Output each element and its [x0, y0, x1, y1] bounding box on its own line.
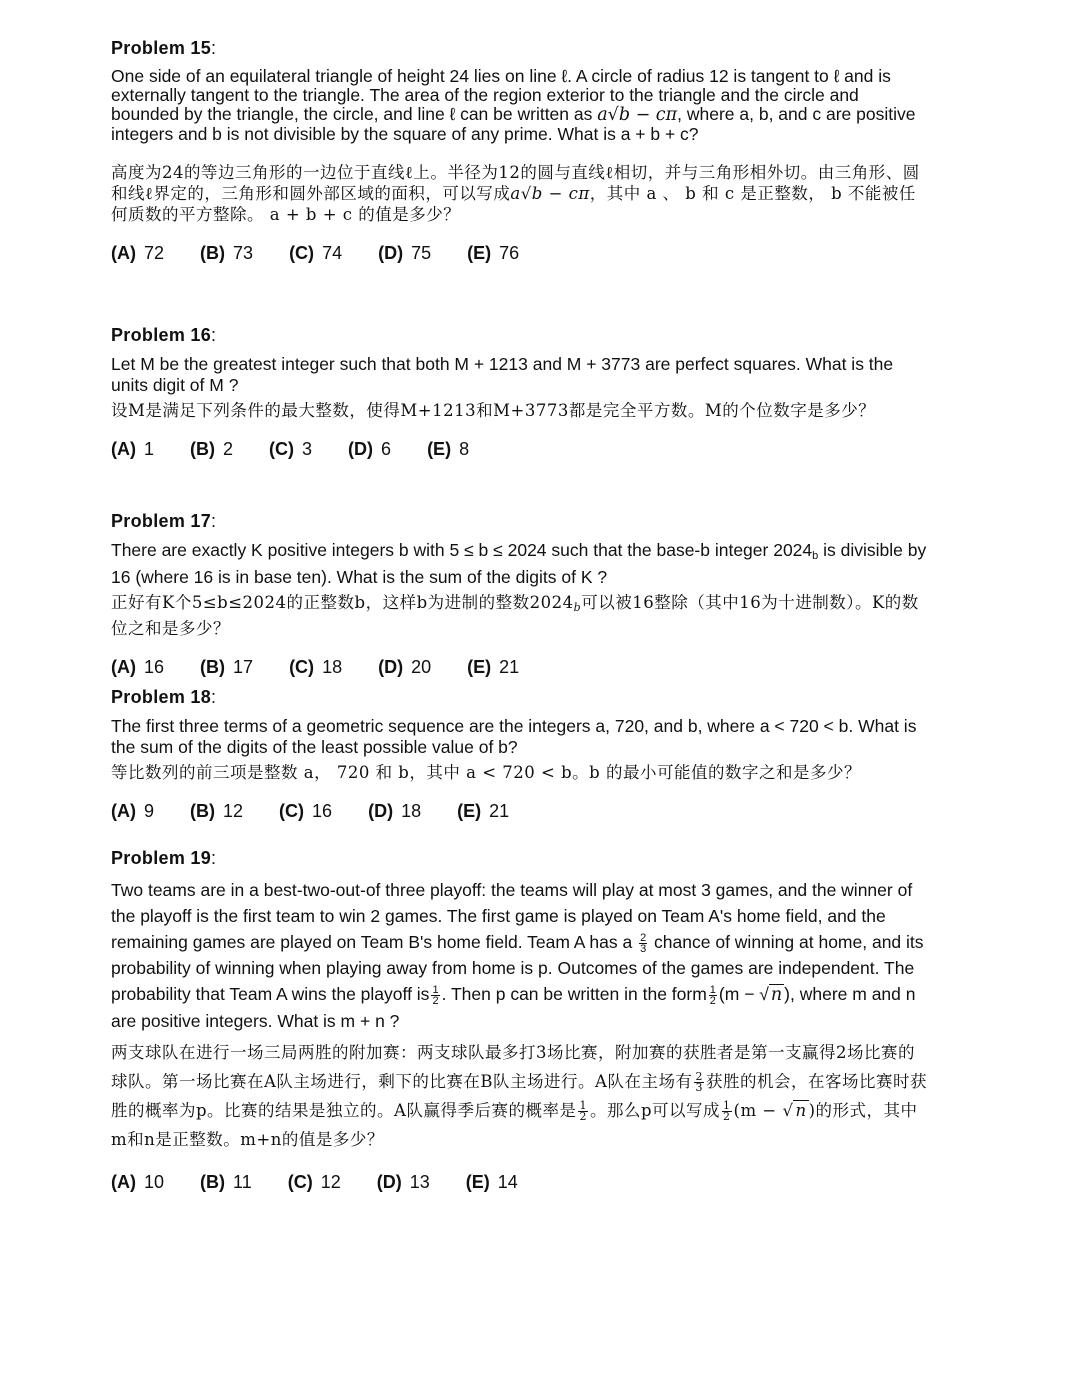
answer-choices — [111, 243, 931, 264]
choice-c: (C) 16 — [279, 801, 333, 821]
choice-a: (A) 10 — [111, 1172, 165, 1192]
choice-e: (E) 8 — [427, 439, 470, 459]
problem-text-en: The first three terms of a geometric sequence are the integers a, 720, and b, where a < 720 < b. What is the sum of the digits of the least possible value of b? — [111, 716, 917, 757]
choice-c: (C) 3 — [269, 439, 313, 459]
fraction-two-thirds: $\frac{2}{3}$ — [695, 1070, 703, 1094]
fraction-one-half: $\frac{1}{2}$ — [579, 1099, 587, 1123]
problem-text-zh: 高度为24的等边三角形的一边位于直线ℓ上。半径为12的圆与直线ℓ相切，并与三角形相外切。由三角形、圆和线ℓ界定的，三角形和圆外部区域的面积，可以写成a√b − cπ，其中 a 、 b 和 c 是正整数， b 不能被任何质数的平方整除。 a + b + c 的值是多少？ — [111, 163, 920, 224]
problem-text-en: Two teams are in a best-two-out-of three playoff: the teams will play at most 3 games, and the winner of the playoff is the first team to win 2 games. The first game is played on Team A's home field, and the remaining games are played on Team B's home field. Team A has a $\frac{2}{3}$ chance of winning at home, and its probability of winning when playing away from home is p. Outcomes of the games are independent. The probability that Team A wins the playoff is $\frac{1}{2}$ . Then p can be written in the form $\frac{1}{2}$ (m − √ n ), where m and n are positive integers. What is m + n ? — [111, 880, 924, 1031]
choice-c: (C) 12 — [287, 1172, 341, 1192]
fraction-two-thirds: $\frac{2}{3}$ — [640, 931, 647, 955]
choice-b: (B) 11 — [200, 1172, 252, 1192]
choice-b: (B) 73 — [200, 243, 254, 263]
answer-choices — [111, 801, 931, 822]
math-expression: a√b − cπ — [597, 105, 678, 125]
problem-title: Problem 16: — [111, 325, 217, 345]
choice-e: (E) 14 — [465, 1172, 518, 1192]
problem-19 — [111, 847, 931, 1193]
choice-e: (E) 76 — [467, 243, 520, 263]
answer-choices — [111, 1172, 931, 1193]
problem-title: Problem 15: — [111, 38, 217, 58]
choice-d: (D) 6 — [348, 439, 392, 459]
problem-text-zh: 设M是满足下列条件的最大整数，使得M+1213和M+3773都是完全平方数。M的个位数字是多少？ — [111, 401, 876, 420]
problem-text-zh: 等比数列的前三项是整数 a， 720 和 b，其中 a < 720 < b。b 的最小可能值的数字之和是多少？ — [111, 763, 861, 782]
problem-15 — [111, 37, 931, 264]
choice-a: (A) 16 — [111, 657, 165, 677]
choice-e: (E) 21 — [457, 801, 510, 821]
problem-text-en: Let M be the greatest integer such that both M + 1213 and M + 3773 are perfect squares. What is the units digit of M ? — [111, 354, 894, 395]
fraction-one-half: $\frac{1}{2}$ — [432, 983, 439, 1007]
choice-a: (A) 1 — [111, 439, 155, 459]
fraction-one-half: $\frac{1}{2}$ — [709, 983, 716, 1007]
choice-d: (D) 18 — [368, 801, 422, 821]
problem-title: Problem 18: — [111, 687, 217, 707]
choice-b: (B) 12 — [190, 801, 244, 821]
choice-d: (D) 20 — [378, 657, 432, 677]
choice-a: (A) 72 — [111, 243, 165, 263]
choice-c: (C) 74 — [289, 243, 343, 263]
problem-18 — [111, 686, 931, 822]
problem-16 — [111, 324, 931, 460]
problem-text-en: There are exactly K positive integers b with 5 ≤ b ≤ 2024 such that the base-b integer $2024_b$ is divisible by 16 (where 16 is in base ten). What is the sum of the digits of K ? — [111, 540, 927, 587]
answer-choices — [111, 657, 931, 678]
choice-e: (E) 21 — [467, 657, 520, 677]
problem-text-en: One side of an equilateral triangle of height 24 lies on line ℓ. A circle of radius 12 is tangent to ℓ and is externally tangent to the triangle. The area of the region exterior to the triangle and the circle and bounded by the triangle, the circle, and line ℓ can be written as a√b − cπ, where a, b, and c are positive integers and b is not divisible by the square of any prime. What is a + b + c? — [111, 66, 916, 144]
fraction-one-half: $\frac{1}{2}$ — [723, 1099, 731, 1123]
choice-c: (C) 18 — [289, 657, 343, 677]
choice-d: (D) 75 — [378, 243, 432, 263]
problem-text-zh: 两支球队在进行一场三局两胜的附加赛：两支球队最多打3场比赛，附加赛的获胜者是第一支赢得2场比赛的球队。第一场比赛在A队主场进行，剩下的比赛在B队主场进行。A队在主场有 $\frac{2}{3}$ 获胜的机会，在客场比赛时获胜的概率为p。比赛的结果是独立的。A队赢得季后赛的概率是 $\frac{1}{2}$ 。那么p可以写成 $\frac{1}{2}$ (m − √ n )的形式，其中m和n是正整数。m+n的值是多少？ — [111, 1043, 927, 1149]
choice-d: (D) 13 — [376, 1172, 430, 1192]
problem-text-zh: 正好有K个5≤b≤2024的正整数b，这样b为进制的整数$2024_b$可以被16整除（其中16为十进制数）。K的数位之和是多少？ — [111, 593, 919, 638]
answer-choices — [111, 439, 931, 460]
math-expression: a√b − cπ — [510, 184, 590, 203]
choice-b: (B) 17 — [200, 657, 254, 677]
choice-b: (B) 2 — [190, 439, 234, 459]
problem-title: Problem 19: — [111, 848, 217, 868]
problem-17 — [111, 510, 931, 678]
choice-a: (A) 9 — [111, 801, 155, 821]
problem-title: Problem 17: — [111, 511, 217, 531]
